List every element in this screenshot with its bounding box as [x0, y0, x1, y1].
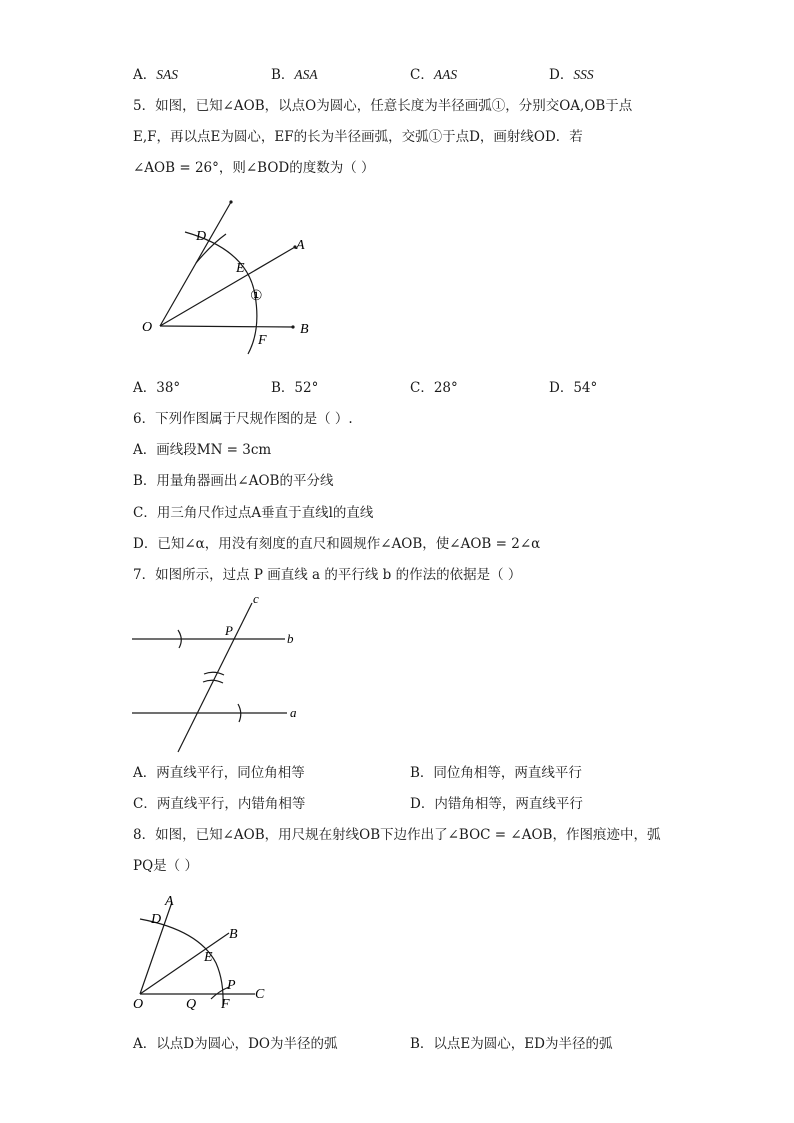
- label-p: P: [227, 978, 236, 993]
- label-o: O: [142, 320, 153, 335]
- label-circled-1: ①: [250, 289, 263, 304]
- q6-option-d[interactable]: D．已知∠α，用没有刻度的直尺和圆规作∠AOB，使∠AOB = 2∠α: [133, 536, 541, 552]
- label-b: B: [300, 322, 309, 337]
- q5-figure: [130, 190, 330, 360]
- label-o: O: [133, 997, 144, 1012]
- ray-oa: [160, 247, 295, 326]
- q4-option-a[interactable]: A．SAS: [133, 67, 178, 83]
- q8-stem-line2: PQ是（ ）: [133, 858, 198, 874]
- q7-stem: 7．如图所示，过点 P 画直线 a 的平行线 b 的作法的依据是（ ）: [133, 567, 522, 583]
- ray-ob: [160, 326, 293, 327]
- label-d: D: [196, 229, 207, 244]
- q5-stem-line1: 5．如图，已知∠AOB，以点O为圆心，任意长度为半径画弧①，分别交OA,OB于点: [133, 98, 633, 114]
- label-c: C: [255, 987, 265, 1002]
- arc-1: [185, 232, 257, 354]
- q8-figure: [125, 885, 285, 1015]
- q6-option-b[interactable]: B．用量角器画出∠AOB的平分线: [133, 473, 334, 489]
- q8-stem-line1: 8．如图，已知∠AOB，用尺规在射线OB下边作出了∠BOC = ∠AOB，作图痕迹中，弧: [133, 827, 661, 843]
- q4-option-c[interactable]: C．AAS: [410, 67, 458, 83]
- q8-option-b[interactable]: B．以点E为圆心，ED为半径的弧: [410, 1036, 613, 1052]
- q4-option-b[interactable]: B．ASA: [271, 67, 318, 83]
- q6-option-a[interactable]: A．画线段MN = 3cm: [133, 442, 272, 458]
- q5-option-c[interactable]: C．28°: [410, 380, 458, 396]
- q7-option-d[interactable]: D．内错角相等，两直线平行: [410, 796, 583, 812]
- point-b-end: [291, 325, 294, 328]
- label-c: c: [253, 591, 259, 606]
- label-e: E: [236, 261, 245, 276]
- line-c: [178, 603, 252, 752]
- q7-option-c[interactable]: C．两直线平行，内错角相等: [133, 796, 306, 812]
- label-p: P: [225, 623, 233, 638]
- label-q: Q: [186, 997, 197, 1012]
- q7-option-a[interactable]: A．两直线平行，同位角相等: [133, 765, 305, 781]
- q6-stem: 6．下列作图属于尺规作图的是（ ）.: [133, 411, 353, 427]
- label-b: B: [229, 927, 238, 942]
- q7-figure: [130, 590, 320, 755]
- label-a: a: [290, 705, 297, 720]
- point-d-end: [229, 200, 232, 203]
- label-a: A: [296, 238, 305, 253]
- q5-option-d[interactable]: D．54°: [549, 380, 598, 396]
- label-b: b: [287, 631, 294, 646]
- q7-option-b[interactable]: B．同位角相等，两直线平行: [410, 765, 582, 781]
- label-f: F: [258, 333, 267, 348]
- q5-option-b[interactable]: B．52°: [271, 380, 319, 396]
- arc-mark-transversal-1: [204, 672, 224, 675]
- q4-option-d[interactable]: D．SSS: [549, 67, 594, 83]
- label-e: E: [204, 950, 213, 965]
- label-a: A: [165, 894, 174, 909]
- q5-stem-line3: ∠AOB = 26°，则∠BOD的度数为（ ）: [133, 160, 375, 176]
- q6-option-c[interactable]: C．用三角尺作过点A垂直于直线l的直线: [133, 505, 374, 521]
- label-d: D: [151, 912, 162, 927]
- q8-option-a[interactable]: A．以点D为圆心，DO为半径的弧: [133, 1036, 338, 1052]
- label-f: F: [221, 997, 230, 1012]
- ray-od: [160, 202, 231, 326]
- q5-stem-line2: E,F，再以点E为圆心，EF的长为半径画弧，交弧①于点D，画射线OD．若: [133, 129, 583, 145]
- q5-option-a[interactable]: A．38°: [133, 380, 181, 396]
